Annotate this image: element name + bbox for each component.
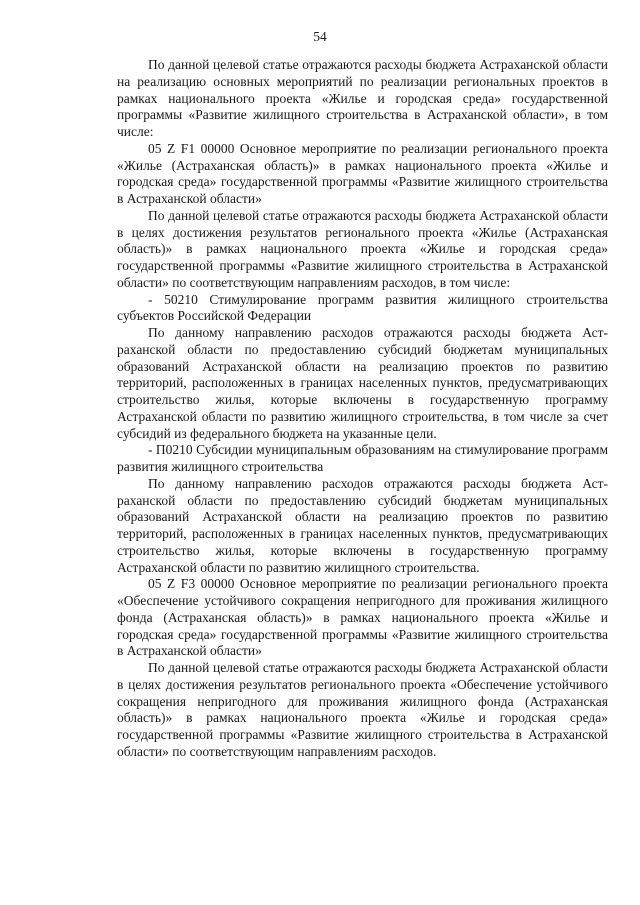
paragraph-p0210-description: По данному направлению расходов отражаются расходы бюджета Астраханской области по предоставлению субсидий бюджетам муниципальных образований Астраханской области на реализацию проектов по развитию территорий, расположенных в границах населенных пунктов, предусматривающих строительство жилья, которые включены в государственную программу Астраханской области по развитию жилищного строительства. <box>117 475 608 575</box>
paragraph-target-article-05zf3: 05 Z F3 00000 Основное мероприятие по реализации регионального проекта «Обеспечение устойчивого сокращения непригодного для проживания жилищного фонда (Астраханская область)» в рамках национального проекта «Жилье и городская среда» государственной программы «Развитие жилищного строительства в Астраханской области» <box>117 576 608 659</box>
paragraph-f1-expenses: По данной целевой статье отражаются расходы бюджета Астраханской области в целях достижения результатов регионального проекта «Жилье (Астраханская область)» в рамках национального проекта «Жилье и городская среда» государственной программы «Развитие жилищного строительства в Астраханской области» по соответствующим направлениям расходов, в том числе: <box>117 207 608 290</box>
paragraph-target-article-05zf1: 05 Z F1 00000 Основное мероприятие по реализации регионального проекта «Жилье (Астраханская область)» в рамках национального проекта «Жилье и городская среда» государственной программы «Развитие жилищного строительства в Астраханской области» <box>117 140 608 206</box>
paragraph-f3-expenses: По данной целевой статье отражаются расходы бюджета Астраханской области в целях достижения результатов регионального проекта «Обеспечение устойчивого сокращения непригодного для проживания жилищного фонда (Астраханская область)» в рамках национального проекта «Жилье и городская среда» государственной программы «Развитие жилищного строительства в Астраханской области» по соответствующим направлениям расходов. <box>117 660 608 759</box>
document-body <box>117 57 608 761</box>
paragraph-direction-p0210: - П0210 Субсидии муниципальным образованиям на стимулирование программ развития жилищного строительства <box>117 442 608 474</box>
paragraph-50210-description: По данному направлению расходов отражаются расходы бюджета Астраханской области по предоставлению субсидий бюджетам муниципальных образований Астраханской области на реализацию проектов по развитию территорий, расположенных в границах населенных пунктов, предусматривающих строительство жилья, которые включены в государственную программу Астраханской области по развитию жилищного строительства, в том числе за счет субсидий из федерального бюджета на указанные цели. <box>117 325 608 441</box>
paragraph-direction-50210: - 50210 Стимулирование программ развития жилищного строительства субъектов Российской Федерации <box>117 291 608 324</box>
page-number: 54 <box>313 29 327 44</box>
paragraph-intro: По данной целевой статье отражаются расходы бюджета Астраханской области на реализацию основных мероприятий по реализации региональных проектов в рамках национального проекта «Жилье и городская среда» государственной программы «Развитие жилищного строительства в Астраханской области», в том числе: <box>117 57 608 139</box>
